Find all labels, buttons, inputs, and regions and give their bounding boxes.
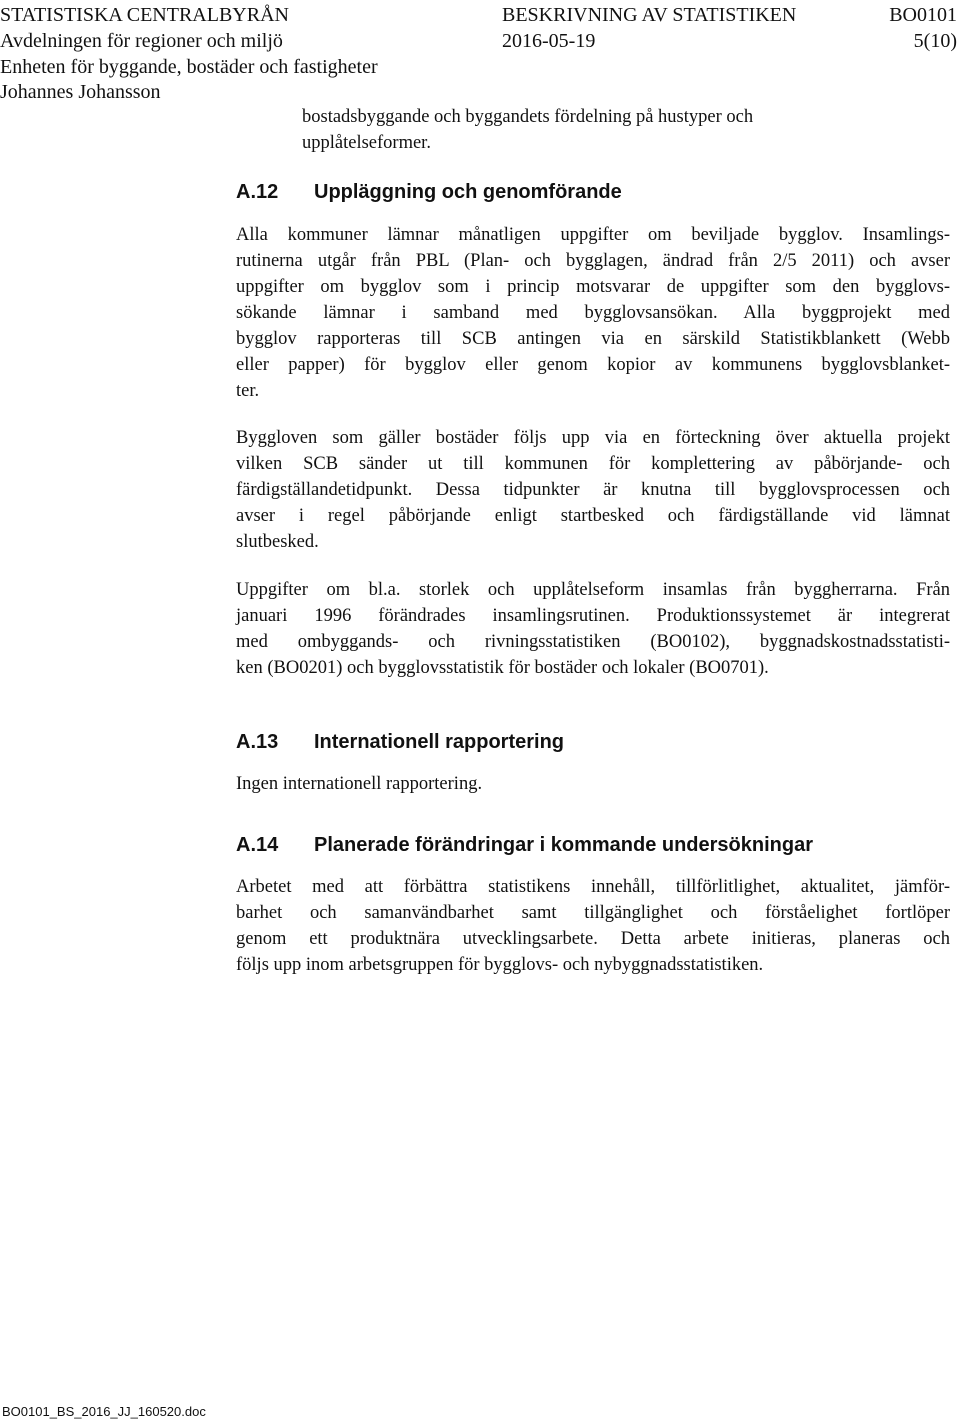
section-title-a13: Internationell rapportering: [314, 731, 565, 753]
header-doc-type: BESKRIVNING AV STATISTIKEN: [502, 4, 797, 26]
paragraph-line: Arbetet med att förbättra statistikens innehåll, tillförlitlighet, aktualitet, jämför-: [236, 877, 950, 897]
header-department: Avdelningen för regioner och miljö: [0, 30, 283, 52]
paragraph-a13: Ingen internationell rapportering.: [236, 774, 483, 794]
section-heading-a13: [236, 730, 564, 754]
footer-filename: BO0101_BS_2016_JJ_160520.doc: [2, 1404, 206, 1419]
header-author: Johannes Johansson: [0, 81, 161, 103]
paragraph-line: följs upp inom arbetsgruppen för bygglovs- och nybyggnadsstatistiken.: [236, 955, 764, 975]
paragraph-line: bygglov rapporteras till SCB antingen via en särskild Statistikblankett (Webb: [236, 329, 950, 349]
paragraph-line: rutinerna utgår från PBL (Plan- och bygglagen, ändrad från 2/5 2011) och avser: [236, 251, 950, 271]
paragraph-line: färdigställandetidpunkt. Dessa tidpunkter är knutna till bygglovsprocessen och: [236, 480, 950, 500]
paragraph-a14: [236, 874, 950, 978]
intro-line-1: bostadsbyggande och byggandets fördelning på hustyper och: [302, 107, 754, 127]
paragraph-line: Alla kommuner lämnar månatligen uppgifter om beviljade bygglov. Insamlings-: [236, 225, 950, 245]
header-date: 2016-05-19: [502, 30, 596, 52]
section-title-a14: Planerade förändringar i kommande undersökningar: [314, 834, 814, 856]
paragraph-line: Uppgifter om bl.a. storlek och upplåtelseform insamlas från byggherrarna. Från: [236, 580, 950, 600]
paragraph-line: ken (BO0201) och bygglovsstatistik för bostäder och lokaler (BO0701).: [236, 658, 769, 678]
section-number-a14: A.14: [236, 834, 279, 856]
paragraph-line: eller papper) för bygglov eller genom kopior av kommunens bygglovsblanket-: [236, 355, 950, 375]
section-number-a13: A.13: [236, 731, 279, 753]
header-page-number: 5(10): [913, 30, 957, 52]
paragraph-a12-3: [236, 577, 950, 681]
header-doc-code: BO0101: [889, 4, 957, 26]
paragraph-line: ter.: [236, 381, 260, 401]
paragraph-line: Byggloven som gäller bostäder följs upp via en förteckning över aktuella projekt: [236, 428, 950, 448]
paragraph-a12-1: [236, 222, 950, 404]
paragraph-line: uppgifter om bygglov som i princip motsvarar de uppgifter som den bygglovs-: [236, 277, 950, 297]
section-number-a12: A.12: [236, 181, 279, 203]
section-title-a12: Uppläggning och genomförande: [314, 181, 622, 203]
section-heading-a14: [236, 833, 813, 857]
header-org: STATISTISKA CENTRALBYRÅN: [0, 4, 289, 26]
paragraph-line: barhet och samanvändbarhet samt tillgänglighet och förståelighet fortlöper: [236, 903, 950, 923]
paragraph-line: avser i regel påbörjande enligt startbesked och färdigställande vid lämnat: [236, 506, 950, 526]
header-unit: Enheten för byggande, bostäder och fastigheter: [0, 56, 378, 78]
paragraph-line: vilken SCB sänder ut till kommunen för komplettering av påbörjande- och: [236, 454, 950, 474]
intro-line-2: upplåtelseformer.: [302, 133, 431, 153]
paragraph-line: med ombyggands- och rivningsstatistiken (BO0102), byggnadskostnadsstatisti-: [236, 632, 950, 652]
section-heading-a12: [236, 180, 622, 204]
paragraph-line: sökande lämnar i samband med bygglovsansökan. Alla byggprojekt med: [236, 303, 950, 323]
paragraph-line: januari 1996 förändrades insamlingsrutinen. Produktionssystemet är integrerat: [236, 606, 950, 626]
paragraph-line: genom ett produktnära utvecklingsarbete. Detta arbete initieras, planeras och: [236, 929, 950, 949]
paragraph-line: slutbesked.: [236, 532, 319, 552]
paragraph-a12-2: [236, 425, 950, 555]
